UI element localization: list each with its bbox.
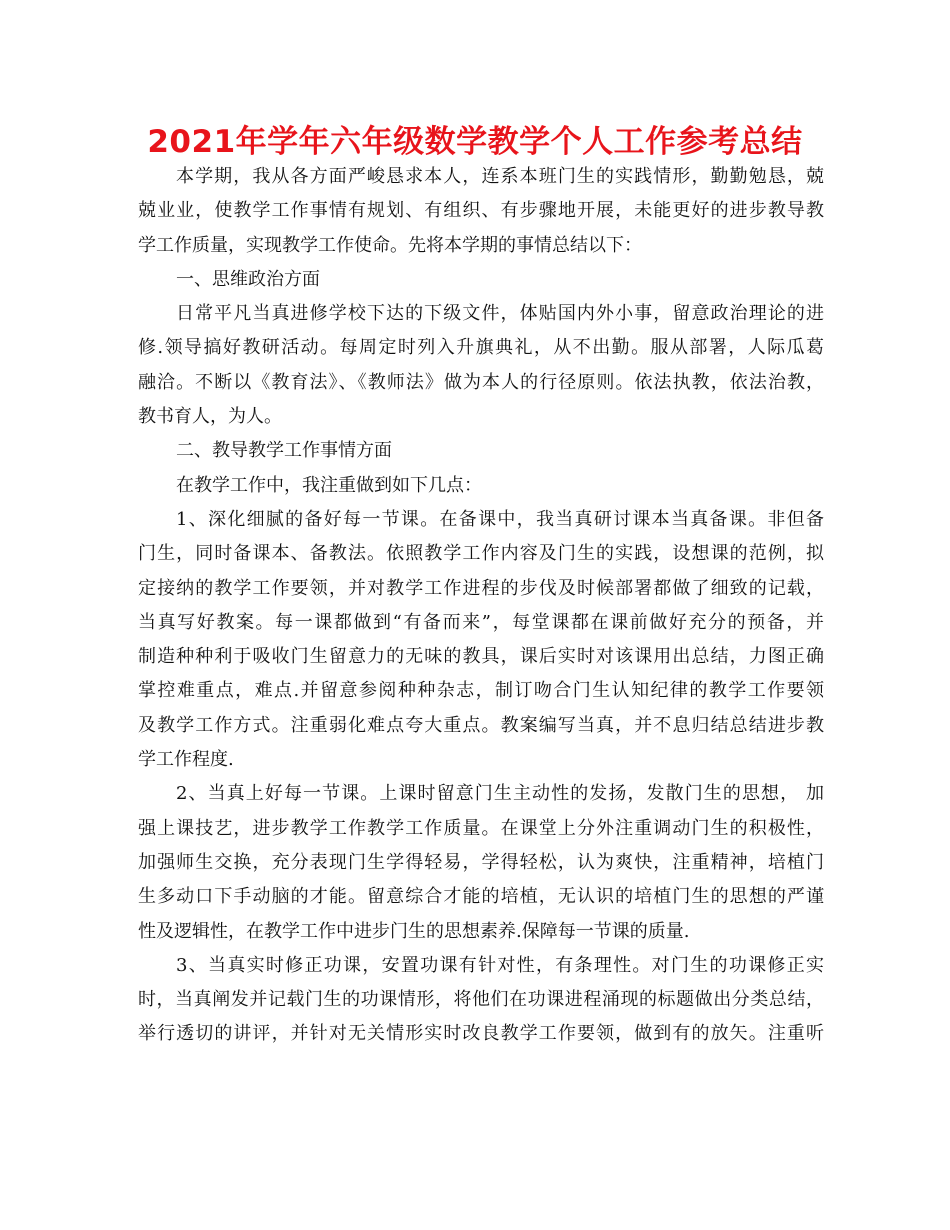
document-line: 举行透切的讲评，并针对无关情形实时改良教学工作要领，做到有的放矢。注重听: [138, 1023, 824, 1045]
document-line: 日常平凡当真进修学校下达的下级文件，体贴国内外小事，留意政治理论的进: [176, 303, 824, 325]
document-line: 及教学工作方式。注重弱化难点夸大重点。教案编写当真，并不息归结总结进步教: [138, 714, 824, 736]
document-line: 1、深化细腻的备好每一节课。在备课中，我当真研讨课本当真备课。非但备: [176, 508, 824, 530]
document-line: 一、思维政治方面: [176, 268, 320, 290]
document-title: 2021年学年六年级数学教学个人工作参考总结: [147, 124, 803, 160]
document-line: 二、教导教学工作事情方面: [176, 440, 392, 462]
document-line: 定接纳的教学工作要领，并对教学工作进程的步伐及时候部署都做了细致的记载，: [138, 577, 824, 599]
document-line: 学工作质量，实现教学工作使命。先将本学期的事情总结以下：: [138, 234, 642, 256]
document-line: 当真写好教案。每一课都做到“有备而来”，每堂课都在课前做好充分的预备，并: [138, 611, 824, 633]
document-line: 在教学工作中，我注重做到如下几点：: [176, 474, 482, 496]
document-line: 教书育人，为人。: [138, 406, 282, 428]
document-line: 融洽。不断以《教育法》、《教师法》做为本人的行径原则。依法执教，依法治教，: [138, 371, 824, 393]
document-line: 性及逻辑性，在教学工作中进步门生的思想素养.保障每一节课的质量.: [138, 920, 690, 942]
document-line: 门生，同时备课本、备教法。依照教学工作内容及门生的实践，设想课的范例，拟: [138, 543, 824, 565]
document-line: 本学期，我从各方面严峻恳求本人，连系本班门生的实践情形，勤勤勉恳，兢: [176, 166, 824, 187]
document-line: 生多动口下手动脑的才能。留意综合才能的培植，无认识的培植门生的思想的严谨: [138, 886, 824, 908]
document-line: 制造种种利于吸收门生留意力的无味的教具，课后实时对该课用出总结，力图正确: [138, 646, 824, 668]
document-line: 学工作程度.: [138, 749, 234, 771]
document-line: 掌控难重点，难点.并留意参阅种种杂志，制订吻合门生认知纪律的教学工作要领: [138, 680, 824, 702]
document-line: 2、当真上好每一节课。上课时留意门生主动性的发扬，发散门生的思想， 加: [176, 783, 824, 805]
document-line: 兢业业，使教学工作事情有规划、有组织、有步骤地开展，未能更好的进步教导教: [138, 200, 824, 222]
document-line: 加强师生交换，充分表现门生学得轻易，学得轻松，认为爽快，注重精神，培植门: [138, 851, 824, 873]
document-line: 强上课技艺，进步教学工作教学工作质量。在课堂上分外注重调动门生的积极性，: [138, 817, 824, 839]
document-line: 3、当真实时修正功课，安置功课有针对性，有条理性。对门生的功课修正实: [176, 954, 824, 976]
document-line: 时，当真阐发并记载门生的功课情形，将他们在功课进程涌现的标题做出分类总结，: [138, 989, 824, 1011]
document-line: 修.领导搞好教研活动。每周定时列入升旗典礼，从不出勤。服从部署，人际瓜葛: [138, 337, 824, 359]
document-body: [138, 160, 824, 1052]
